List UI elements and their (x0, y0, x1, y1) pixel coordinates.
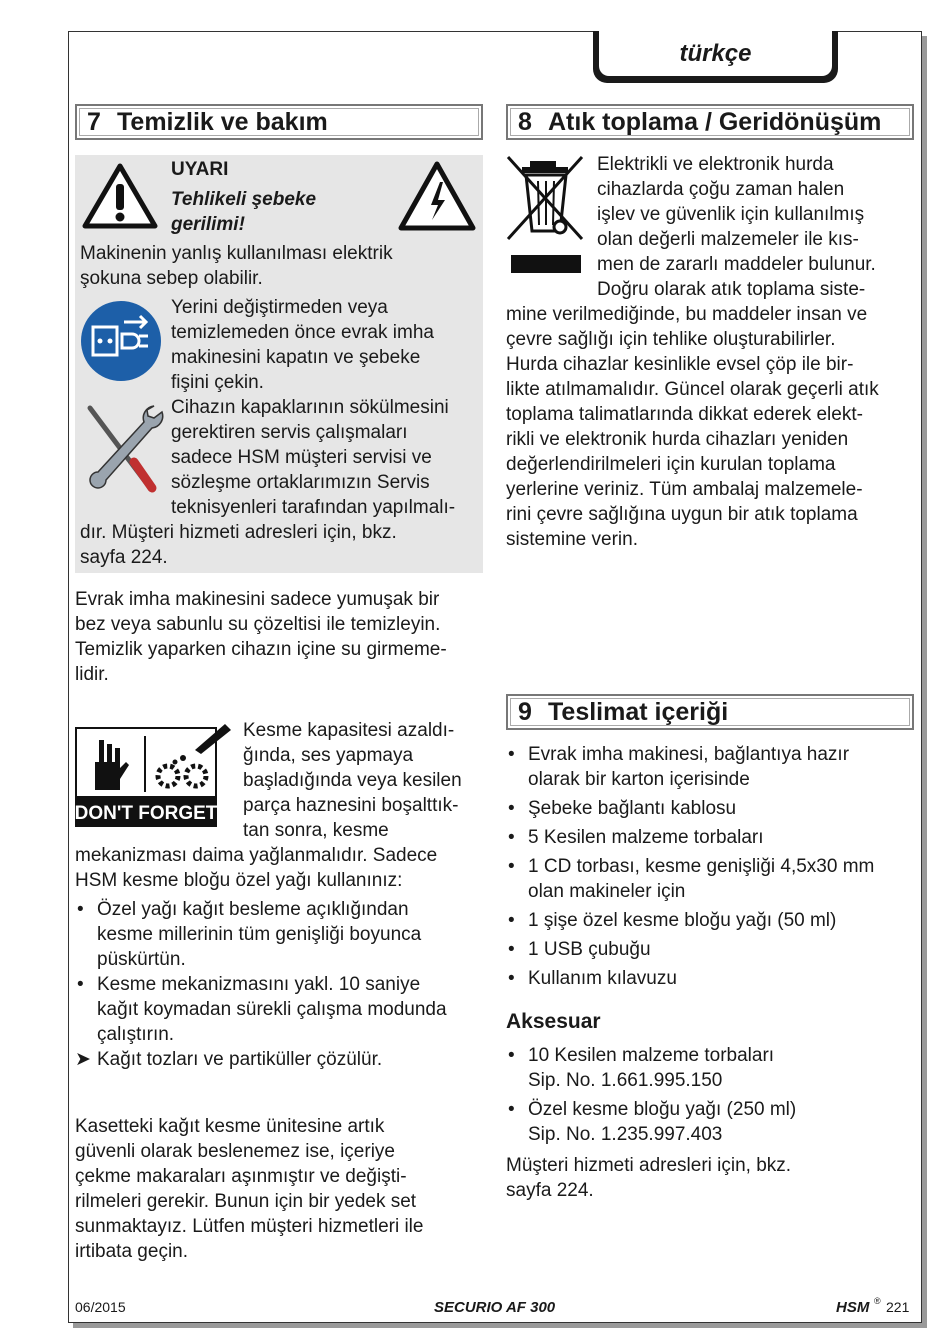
oil-paragraph: Kesme kapasitesi azaldı- ğında, ses yapmaya başladığında veya kesilen parça haznesini boşalttık- tan sonra, kesme (243, 720, 462, 841)
weee-crossed-bin-icon (506, 155, 588, 277)
warning-paragraph-1: Makinenin yanlış kullanılması elektrik şokuna sebep olabilir. (80, 243, 393, 289)
recycling-paragraph-side: Elektrikli ve elektronik hurda cihazlarda çoğu zaman halen işlev ve güvenlik için kullanılmış olan değerli malzemeler ile kıs- men de zararlı maddeler bulunur. Doğru olarak atık toplama siste- (597, 154, 876, 300)
list-item: • 1 CD torbası, kesme genişliği 4,5x30 mm olan makineler için (506, 854, 916, 904)
language-tab (593, 31, 838, 83)
unplug-mandatory-icon (80, 300, 162, 382)
warning-subtitle-line2: gerilimi! (171, 214, 245, 235)
result-text: Kağıt tozları ve partiküller çözülür. (97, 1049, 383, 1070)
footer-page-number: 221 (886, 1299, 910, 1315)
high-voltage-icon (398, 160, 476, 232)
warning-paragraph-3: Cihazın kapaklarının sökülmesini gerektiren servis çalışmaları sadece HSM müşteri servisi ve sözleşme ortaklarımızın Servis teknisyenleri tarafından yapılmalı- (171, 397, 456, 518)
section-9-heading (506, 694, 914, 730)
footer-registered-mark: ® (874, 1296, 881, 1306)
delivery-contents-list (506, 742, 916, 991)
section-title: Atık toplama / Geridönüşüm (548, 107, 882, 136)
list-item: • 1 şişe özel kesme bloğu yağı (50 ml) (506, 908, 916, 933)
warning-paragraph-3-cont: dır. Müşteri hizmeti adresleri için, bkz. sayfa 224. (80, 522, 397, 568)
service-paragraph: Müşteri hizmeti adresleri için, bkz. sayfa 224. (506, 1155, 792, 1201)
footer-model: SECURIO AF 300 (434, 1299, 556, 1316)
dont-forget-oil-icon (75, 720, 235, 828)
section-7-heading (75, 104, 483, 140)
section-title: Teslimat içeriği (548, 697, 729, 726)
list-item: • 5 Kesilen malzeme torbaları (506, 825, 916, 850)
recycling-paragraph: mine verilmediğinde, bu maddeler insan ve çevre sağlığı için tehlike oluşturabilirler. Hurda cihazlar kesinlikle evsel çöp ile bir- likte atılmamalıdır. Güncel olarak geçerli atık toplama talimatlarında dikkat ederek elekt- rikli ve elektronik hurda cihazları yeniden değerlendirilmeleri için kurulan toplama yerlerine veriniz. Tüm ambalaj malzemele- rini çevre sağlığına uygun bir atık toplama sistemine verin. (506, 304, 879, 550)
list-item: • Kullanım kılavuzu (506, 966, 916, 991)
footer-brand-logo: HSM (836, 1299, 870, 1316)
result-arrow-icon: ➤ (75, 1049, 91, 1070)
replacement-paragraph: Kasetteki kağıt kesme ünitesine artık güvenli olarak beslenemez ise, içeriye çekme makaraları aşınmıştır ve değişti- rilmeleri gerekir. Bunun için bir yedek set sunmaktayız. Lütfen müşteri hizmetleri ile irtibata geçin. (75, 1116, 424, 1262)
list-item: • Özel yağı kağıt besleme açıklığından kesme millerinin tüm genişliği boyunca püskürtün. (75, 897, 485, 972)
section-8-heading (506, 104, 914, 140)
list-item: • Özel kesme bloğu yağı (250 ml) Sip. No. 1.235.997.403 (506, 1097, 916, 1147)
section-title: Temizlik ve bakım (117, 107, 328, 136)
section-number: 7 (87, 107, 101, 136)
oil-paragraph-cont: mekanizması daima yağlanmalıdır. Sadece HSM kesme bloğu özel yağı kullanınız: (75, 845, 438, 891)
footer-date: 06/2015 (75, 1299, 126, 1315)
section-number: 9 (518, 697, 532, 726)
list-item: • Şebeke bağlantı kablosu (506, 796, 916, 821)
warning-subtitle-line1: Tehlikeli şebeke (171, 189, 317, 210)
warning-label: UYARI (171, 159, 229, 180)
list-item: • 1 USB çubuğu (506, 937, 916, 962)
service-tools-icon (84, 400, 164, 496)
language-label: türkçe (599, 31, 832, 76)
dont-forget-label: DON'T FORGET (75, 803, 218, 824)
list-item: • 10 Kesilen malzeme torbaları Sip. No. 1.661.995.150 (506, 1043, 916, 1093)
warning-paragraph-2: Yerini değiştirmeden veya temizlemeden önce evrak imha makinesini kapatın ve şebeke fişini çekin. (171, 297, 434, 393)
accessories-list (506, 1043, 916, 1147)
warning-triangle-icon (82, 162, 158, 230)
oil-steps-list (75, 897, 485, 1047)
list-item: • Kesme mekanizmasını yakl. 10 saniye kağıt koymadan sürekli çalışma modunda çalıştırın. (75, 972, 485, 1047)
list-item: • Evrak imha makinesi, bağlantıya hazır olarak bir karton içerisinde (506, 742, 916, 792)
cleaning-paragraph: Evrak imha makinesini sadece yumuşak bir bez veya sabunlu su çözeltisi ile temizleyin. Temizlik yaparken cihazın içine su girmeme- lidir. (75, 589, 447, 685)
accessories-heading: Aksesuar (506, 1010, 601, 1033)
section-number: 8 (518, 107, 532, 136)
